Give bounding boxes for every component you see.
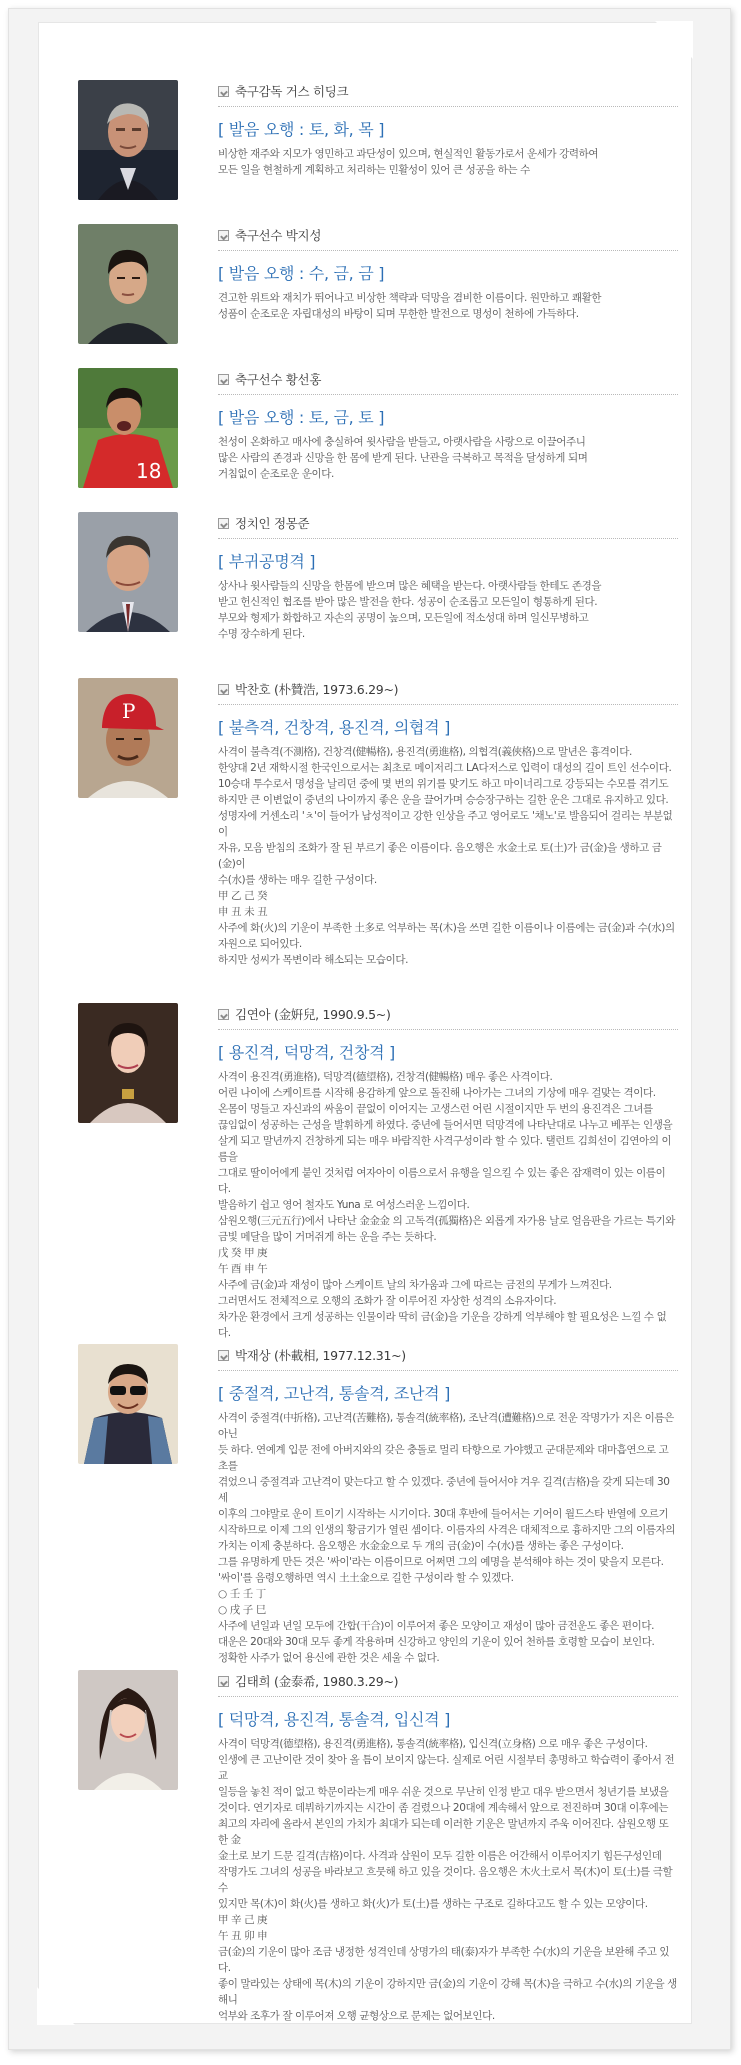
name-analysis-heading: [ 덕망격, 용진격, 통솔격, 입신격 ] — [218, 1710, 451, 1729]
desc-line: 견고한 위트와 재치가 뛰어나고 비상한 책략과 덕망을 겸비한 이름이다. 원만하고 쾌활한 — [218, 292, 602, 304]
portrait-hiddink-image — [78, 80, 178, 200]
name-analysis-text — [218, 1069, 678, 1341]
saju-line: ○ 壬 壬 丁 — [218, 1588, 266, 1600]
desc-line: 겪었으니 중절격과 고난격이 맞는다고 할 수 있겠다. 중년에 들어서야 겨우 길격(吉格)을 갖게 되는데 30세 — [218, 1476, 670, 1504]
bullet-icon — [218, 1009, 229, 1020]
desc-line: 비상한 재주와 지모가 영민하고 과단성이 있으며, 현실적인 활동가로서 운세가 강력하여 — [218, 148, 599, 160]
svg-text:18: 18 — [136, 459, 162, 483]
name-analysis-heading: [ 중절격, 고난격, 통솔격, 조난격 ] — [218, 1384, 451, 1403]
person-name: 박재상 (朴載相, 1977.12.31~) — [235, 1348, 406, 1363]
dotted-divider — [218, 538, 678, 539]
person-name: 김연아 (金姸兒, 1990.9.5~) — [235, 1007, 391, 1022]
dotted-divider — [218, 1696, 678, 1697]
name-analysis-text — [218, 146, 678, 178]
desc-line: 듯 하다. 연예계 입문 전에 아버지와의 갖은 충돌로 멀리 타향으로 가야했고 군대문제와 대마흡연으로 고초를 — [218, 1444, 669, 1472]
saju-line: 戊 癸 甲 庚 — [218, 1247, 268, 1259]
name-analysis-heading: [ 발음 오행 : 토, 금, 토 ] — [218, 408, 385, 427]
bullet-icon — [218, 1676, 229, 1687]
desc-line: 발음하기 쉽고 영어 철자도 Yuna 로 여성스러운 느낌이다. — [218, 1199, 470, 1211]
portrait-photo — [78, 80, 178, 200]
name-analysis-heading: [ 용진격, 덕망격, 건창격 ] — [218, 1043, 396, 1062]
desc-line: 일등을 놓친 적이 없고 학문이라는게 매우 쉬운 것으로 무난히 인정 받고 대우 받으면서 청년기를 보냈을 — [218, 1786, 669, 1798]
desc-line: 10승대 투수로서 명성을 날리던 중에 몇 번의 위기를 맞기도 하고 마이너리그로 강등되는 수모를 겪기도 — [218, 778, 669, 790]
name-analysis-heading: [ 발음 오행 : 수, 금, 금 ] — [218, 264, 385, 283]
dotted-divider — [218, 1029, 678, 1030]
desc-line: 그를 유명하게 만든 것은 '싸이'라는 이름이므로 어쩌면 그의 예명을 분석해야 하는 것이 맞을지 모른다. — [218, 1556, 664, 1568]
desc-line: 거침없이 순조로운 운이다. — [218, 468, 334, 480]
name-analysis-text — [218, 1736, 678, 2024]
desc-line: 부모와 형제가 화합하고 자손의 공명이 높으며, 모든일에 적소성대 하며 일신무병하고 — [218, 612, 589, 624]
dotted-divider — [218, 250, 678, 251]
name-analysis-text — [218, 578, 678, 642]
desc-line: 사격이 중절격(中折格), 고난격(苦難格), 통솔격(統率格), 조난격(遭難格)으로 전운 작명가가 지은 이름은 아닌 — [218, 1412, 674, 1440]
desc-line: 하지만 성씨가 목변이라 해소되는 모습이다. — [218, 954, 409, 966]
desc-line: 金土로 보기 드문 길격(吉格)이다. 사격과 삼원이 모두 길한 이름은 어간해서 이루어지기 힘든구성인데 — [218, 1850, 662, 1862]
desc-line: 살게 되고 말년까지 건창하게 되는 매우 바람직한 사격구성이라 할 수 있다. 탤런트 김희선이 김연아의 이름을 — [218, 1135, 672, 1163]
desc-line: 금(金)의 기운이 많아 조금 냉정한 성격인데 상명가의 태(泰)자가 부족한 수(水)의 기운을 보완해 주고 있다. — [218, 1946, 670, 1974]
portrait-photo — [78, 1670, 178, 1790]
portrait-psy-image — [78, 1344, 178, 1464]
saju-line: 午 酉 申 午 — [218, 1263, 268, 1275]
portrait-photo — [78, 512, 178, 632]
svg-text:P: P — [122, 699, 136, 723]
desc-line: 한양대 2년 재학시절 한국인으로서는 최초로 메이저리그 LA다저스로 입력이 대성의 길이 트인 선수이다. — [218, 762, 672, 774]
desc-line: 차가운 환경에서 크게 성공하는 인물이라 딱히 금(金)을 기운을 강하게 억부해야 할 필요성은 느낄 수 없다. — [218, 1311, 667, 1339]
portrait-photo — [78, 1003, 178, 1123]
desc-line: 것이다. 연기자로 데뷔하기까지는 시간이 좀 걸렸으나 20대에 계속해서 앞으로 전진하며 30대 이후에는 — [218, 1802, 669, 1814]
desc-line: 사주에 화(火)의 기운이 부족한 土多로 억부하는 목(木)을 쓰면 길한 이름이나 이름에는 금(金)과 수(水)의 — [218, 922, 675, 934]
desc-line: 성명자에 거센소리 'ㅊ'이 들어가 남성적이고 강한 인상을 주고 영어로도 '채노'로 발음되어 걸리는 부분없이 — [218, 810, 673, 838]
person-name: 축구감독 거스 히딩크 — [235, 84, 349, 99]
bullet-icon — [218, 1350, 229, 1361]
desc-line: 사격이 덕망격(德望格), 용진격(勇進格), 통솔격(統率格), 입신격(立身格) 으로 매우 좋은 구성이다. — [218, 1738, 648, 1750]
desc-line: 어린 나이에 스케이트를 시작해 용감하게 앞으로 돌진해 나아가는 그녀의 기상에 매우 걸맞는 격이다. — [218, 1087, 656, 1099]
dotted-divider — [218, 1370, 678, 1371]
bullet-icon — [218, 86, 229, 97]
name-analysis-text — [218, 434, 678, 482]
portrait-photo — [78, 368, 178, 488]
desc-line: 천성이 온화하고 매사에 충실하여 윗사람을 받들고, 아랫사람을 사랑으로 이끌어주니 — [218, 436, 586, 448]
person-name: 박찬호 (朴贊浩, 1973.6.29~) — [235, 682, 399, 697]
desc-line: 하지만 큰 이변없이 중년의 나이까지 좋은 운을 끌어가며 승승장구하는 길한 운은 그대로 유지하고 있다. — [218, 794, 669, 806]
name-analysis-text — [218, 1410, 678, 1666]
bullet-icon — [218, 374, 229, 385]
saju-line: 午 丑 卯 申 — [218, 1930, 268, 1942]
desc-line: 정확한 사주가 없어 용신에 관한 것은 세울 수 없다. — [218, 1652, 440, 1664]
saju-line: 甲 乙 己 癸 — [218, 890, 268, 902]
person-name: 정치인 정몽준 — [235, 516, 310, 531]
dotted-divider — [218, 106, 678, 107]
dotted-divider — [218, 704, 678, 705]
name-analysis-heading: [ 불측격, 건창격, 용진격, 의협격 ] — [218, 718, 451, 737]
portrait-park-chanho-image — [78, 678, 178, 798]
desc-line: 삼원오행(三元五行)에서 나타난 金金金 의 고독격(孤獨格)은 외롭게 자가용 날로 얼음판을 가르는 특기와 — [218, 1215, 675, 1227]
desc-line: 사격이 불측격(不測格), 건창격(健暢格), 용진격(勇進格), 의협격(義俠格)으로 말년은 흉격이다. — [218, 746, 632, 758]
saju-line: ○ 戌 子 巳 — [218, 1604, 266, 1616]
portrait-chung-mongjoon-image — [78, 512, 178, 632]
person-name: 축구선수 황선홍 — [235, 372, 322, 387]
saju-line: 甲 辛 己 庚 — [218, 1914, 268, 1926]
desc-line: 자원으로 되어있다. — [218, 938, 302, 950]
desc-line: 대운은 20대와 30대 모두 좋게 작용하며 신강하고 양인의 기운이 있어 천하를 호령할 모습이 보인다. — [218, 1636, 655, 1648]
desc-line: 작명가도 그녀의 성공을 바라보고 흐뭇해 하고 있을 것이다. 음오행은 木火土로서 목(木)이 토(土)를 극할 수 — [218, 1866, 673, 1894]
desc-line: 끊임없이 성공하는 근성을 발휘하게 하였다. 중년에 들어서면 덕망격에 나타난대로 나누고 베푸는 인생을 — [218, 1119, 673, 1131]
portrait-kim-yuna-image — [78, 1003, 178, 1123]
desc-line: '싸이'를 음령오행하면 역시 土土金으로 길한 구성이라 할 수 있겠다. — [218, 1572, 514, 1584]
portrait-photo — [78, 678, 178, 798]
desc-line: 좋이 말라있는 상태에 목(木)의 기운이 강하지만 금(金)의 기운이 강해 목(木)을 극하고 수(水)의 기운을 생해니 — [218, 1978, 677, 2006]
desc-line: 억부와 조후가 잘 이루어져 오행 균형상으로 문제는 없어보인다. — [218, 2010, 495, 2022]
portrait-kim-taehee-image — [78, 1670, 178, 1790]
desc-line: 사주에 금(金)과 재성이 많아 스케이트 날의 차가움과 그에 따르는 금전의 무게가 느껴진다. — [218, 1279, 612, 1291]
bullet-icon — [218, 230, 229, 241]
desc-line: 최고의 자리에 올라서 본인의 가치가 최대가 되는데 이러한 기운은 말년까지 주욱 이어진다. 삼원오행 또한 金 — [218, 1818, 669, 1846]
desc-line: 온몸이 멍들고 자신과의 싸움이 끝없이 이어지는 고생스런 어린 시절이지만 두 번의 용진격은 그녀를 — [218, 1103, 653, 1115]
folded-corner-top-right — [655, 21, 693, 59]
portrait-photo — [78, 1344, 178, 1464]
desc-line: 모든 일을 현철하게 계획하고 처리하는 민활성이 있어 큰 성공을 하는 수 — [218, 164, 530, 176]
name-analysis-heading: [ 발음 오행 : 토, 화, 목 ] — [218, 120, 385, 139]
desc-line: 수(水)를 생하는 매우 길한 구성이다. — [218, 874, 377, 886]
bullet-icon — [218, 684, 229, 695]
person-name: 축구선수 박지성 — [235, 228, 322, 243]
desc-line: 사격이 용진격(勇進格), 덕망격(德望格), 건창격(健暢格) 매우 좋은 사격이다. — [218, 1071, 553, 1083]
desc-line: 상사나 윗사람들의 신망을 한몸에 받으며 많은 혜택을 받는다. 아랫사람들 한테도 존경을 — [218, 580, 602, 592]
desc-line: 수명 장수하게 된다. — [218, 628, 305, 640]
portrait-hwang-sunhong-image — [78, 368, 178, 488]
desc-line: 사주에 년일과 년일 모두에 간합(干合)이 이루어져 좋은 모양이고 재성이 많아 금전운도 좋은 편이다. — [218, 1620, 655, 1632]
name-analysis-text — [218, 290, 678, 322]
portrait-park-jisung-image — [78, 224, 178, 344]
desc-line: 금빛 메달을 많이 거머쥐게 하는 운을 주는 듯하다. — [218, 1231, 437, 1243]
dotted-divider — [218, 394, 678, 395]
bullet-icon — [218, 518, 229, 529]
desc-line: 그러면서도 전체적으로 오행의 조화가 잘 이루어진 자상한 성격의 소유자이다. — [218, 1295, 557, 1307]
desc-line: 받고 헌신적인 협조를 받아 많은 발전을 한다. 성공이 순조롭고 모든일이 형통하게 된다. — [218, 596, 598, 608]
saju-line: 申 丑 未 丑 — [218, 906, 268, 918]
name-analysis-heading: [ 부귀공명격 ] — [218, 552, 316, 571]
folded-corner-bottom-left — [37, 1987, 75, 2025]
desc-line: 그대로 딸이어에게 붙인 것처럼 여자아이 이름으로서 유행을 일으킬 수 있는 좋은 잠재력이 있는 이름이다. — [218, 1167, 666, 1195]
portrait-photo — [78, 224, 178, 344]
desc-line: 가치는 이제 충분하다. 음오행은 水金金으로 두 개의 금(金)이 수(水)를 생하는 좋은 구성이다. — [218, 1540, 624, 1552]
desc-line: 성품이 순조로운 자립대성의 바탕이 되며 무한한 발전으로 명성이 천하에 가득하다. — [218, 308, 579, 320]
desc-line: 있지만 목(木)이 화(火)를 생하고 화(火)가 토(土)를 생하는 구조로 길하다고도 할 수 있는 모양이다. — [218, 1898, 648, 1910]
name-analysis-text — [218, 744, 678, 968]
person-name: 김태희 (金泰希, 1980.3.29~) — [235, 1674, 399, 1689]
desc-line: 인생에 큰 고난이란 것이 찾아 올 틈이 보이지 않는다. 실제로 어린 시절부터 총명하고 학습력이 좋아서 전교 — [218, 1754, 675, 1782]
desc-line: 많은 사람의 존경과 신망을 한 몸에 받게 된다. 난관을 극복하고 목적을 달성하게 되며 — [218, 452, 588, 464]
desc-line: 이후의 그야말로 운이 트이기 시작하는 시기이다. 30대 후반에 들어서는 기어이 월드스타 반열에 오르기 — [218, 1508, 669, 1520]
desc-line: 자유, 모음 받침의 조화가 잘 된 부르기 좋은 이름이다. 음오행은 水金土로 토(土)가 금(金)을 생하고 금(金)이 — [218, 842, 662, 870]
desc-line: 시작하므로 이제 그의 인생의 황금기가 열린 셈이다. 이름자의 사격은 대체적으로 흉하지만 그의 이름자의 — [218, 1524, 676, 1536]
